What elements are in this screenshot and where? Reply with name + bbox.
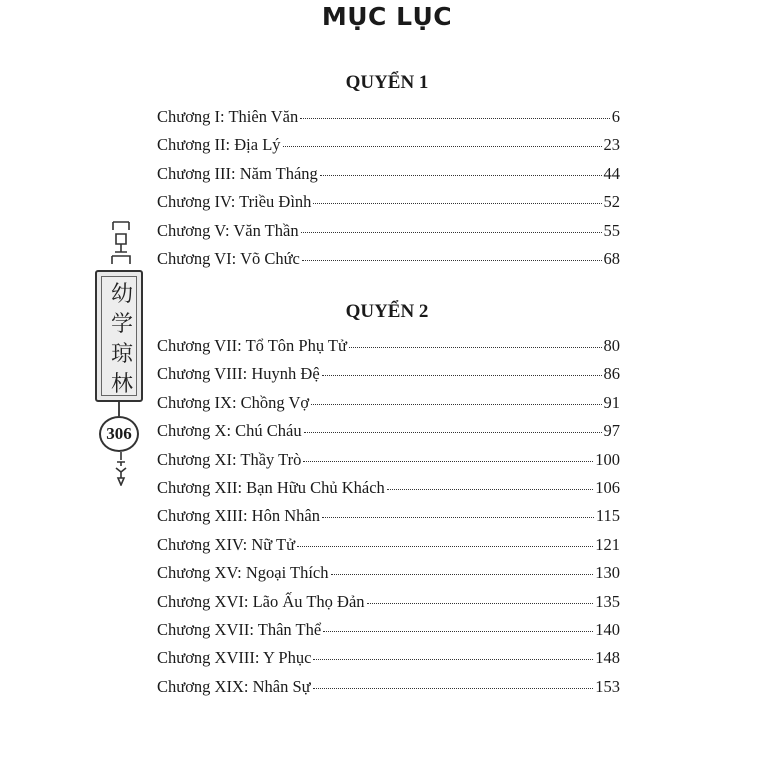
dot-leader [297,545,593,547]
chapter-title: Chương VIII: Huynh Đệ [157,364,320,384]
toc-entry[interactable] [157,648,620,676]
chapter-title: Chương XII: Bạn Hữu Chủ Khách [157,477,385,497]
toc-entry[interactable] [157,535,620,563]
chapter-title: Chương XVIII: Y Phục [157,648,312,668]
page-number: 130 [595,563,620,583]
page-number: 135 [595,591,620,611]
toc-entry[interactable] [157,393,620,421]
dot-leader [301,231,602,233]
toc-list-quyen-2 [157,336,620,705]
toc-list-quyen-1 [157,107,620,277]
page-number: 80 [603,336,620,355]
section-title-quyen-1: QUYỂN 1 [345,72,429,93]
chapter-title: Chương XVI: Lão Ấu Thọ Đản [157,591,365,611]
chapter-title: Chương XVII: Thân Thể [157,619,322,639]
chapter-title: Chương XIX: Nhân Sự [157,676,311,696]
chapter-title: Chương VI: Võ Chức [157,248,300,268]
chapter-title: Chương IV: Triều Đình [157,192,312,212]
chapter-title: Chương V: Văn Thần [157,220,299,240]
banner-character: 幼 [110,282,133,307]
toc-entry[interactable] [157,478,620,506]
toc-entry[interactable] [157,221,620,249]
ornament-top-icon [109,216,133,266]
dot-leader [302,259,602,261]
chapter-title: Chương IX: Chồng Vợ [157,392,310,412]
toc-entry[interactable] [157,135,620,163]
chapter-title: Chương II: Địa Lý [157,135,281,155]
dot-leader [313,687,594,689]
dot-leader [303,460,593,462]
dot-leader [283,145,602,147]
toc-entry[interactable] [157,249,620,277]
page-number: 52 [603,192,620,212]
page-number: 86 [603,364,620,384]
page-title: MỤC LỤC [321,2,453,31]
chapter-title: Chương III: Năm Tháng [157,163,318,183]
section-title-quyen-2: QUYỂN 2 [345,301,429,322]
ornament-tassel-icon [109,452,133,486]
page-number: 153 [595,676,620,696]
page-number: 100 [595,449,620,469]
page-number: 6 [611,107,620,126]
page-number-badge: 306 [99,416,139,452]
dot-leader [322,516,594,518]
toc-entry[interactable] [157,421,620,449]
toc-entry[interactable] [157,164,620,192]
page-number: 121 [595,534,620,554]
toc-entry[interactable] [157,677,620,705]
dot-leader [387,488,593,490]
page-number: 106 [595,477,620,497]
toc-entry[interactable] [157,592,620,620]
chapter-title: Chương I: Thiên Văn [157,107,299,126]
toc-entry[interactable] [157,506,620,534]
page-number: 115 [595,506,620,526]
dot-leader [313,658,593,660]
dot-leader [322,374,602,376]
toc-entry[interactable] [157,450,620,478]
page-number: 140 [595,619,620,639]
chapter-title: Chương X: Chú Cháu [157,421,302,441]
dot-leader [320,174,602,176]
dot-leader [367,602,594,604]
page-number: 44 [603,163,620,183]
toc-entry[interactable] [157,336,620,364]
toc-entry[interactable] [157,563,620,591]
page-number: 97 [603,421,620,441]
banner-character: 琼 [110,342,133,367]
page-number: 148 [595,648,620,668]
page-number: 68 [603,248,620,268]
dot-leader [349,346,602,348]
dot-leader [311,403,601,405]
chapter-title: Chương XIII: Hôn Nhân [157,506,320,526]
toc-entry[interactable] [157,364,620,392]
chapter-title: Chương XI: Thầy Trò [157,449,302,469]
banner-character: 林 [110,372,133,397]
page-number: 91 [603,392,620,412]
dot-leader [323,630,593,632]
page-number: 23 [603,135,620,155]
toc-entry[interactable] [157,620,620,648]
banner-character: 学 [110,312,133,337]
chapter-title: Chương XIV: Nữ Tử [157,534,296,554]
dot-leader [300,117,609,119]
dot-leader [304,431,602,433]
dot-leader [331,573,594,575]
title-banner [95,270,143,402]
side-ornament [95,216,147,486]
dot-leader [313,202,601,204]
chapter-title: Chương VII: Tổ Tôn Phụ Tử [157,336,347,355]
chapter-title: Chương XV: Ngoại Thích [157,563,329,583]
toc-entry[interactable] [157,192,620,220]
ornament-connector [118,402,120,416]
toc-entry[interactable] [157,107,620,135]
page-number: 55 [603,220,620,240]
